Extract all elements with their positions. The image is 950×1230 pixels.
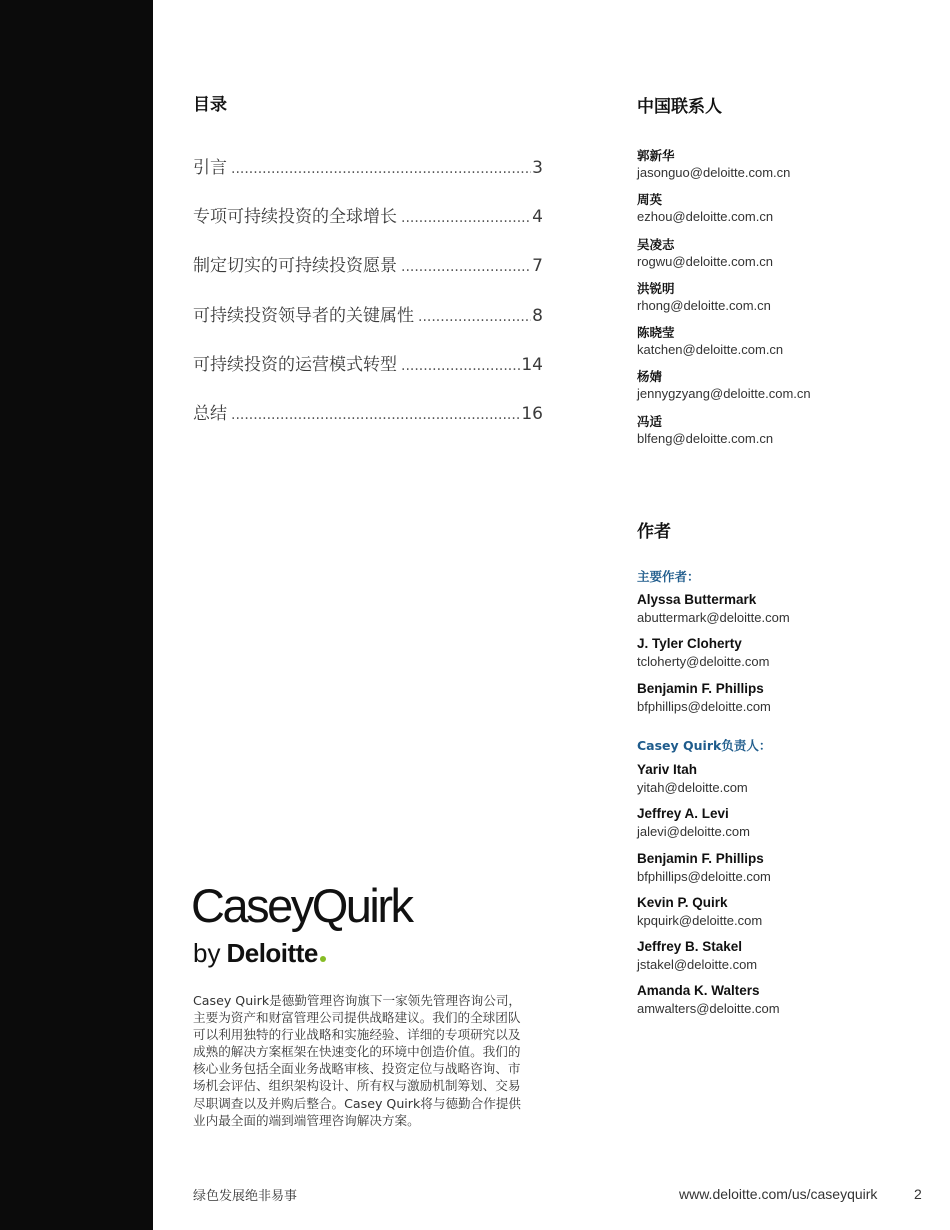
toc-item-page: 3 (532, 158, 543, 178)
author-name: Alyssa Buttermark (637, 592, 757, 607)
toc-item-label: 引言 (193, 158, 227, 178)
toc-item-label: 专项可持续投资的全球增长 (193, 207, 397, 228)
toc-item[interactable] (193, 301, 543, 350)
footer-url-link[interactable]: www.deloitte.com/us/caseyquirk (679, 1186, 878, 1202)
logo-by-text: by (193, 938, 221, 968)
toc-item[interactable] (193, 399, 543, 448)
contact-email[interactable]: rhong@deloitte.com.cn (637, 297, 771, 313)
toc-item-label: 总结 (193, 403, 227, 424)
contact-name: 洪锐明 (637, 280, 675, 296)
principal-name: Jeffrey A. Levi (637, 806, 729, 822)
principal-entry (637, 805, 937, 849)
principal-name: Yariv Itah (637, 762, 698, 777)
toc-item-label: 可持续投资的运营模式转型 (193, 354, 397, 375)
lead-authors-list (637, 591, 937, 724)
contact-entry (637, 191, 937, 235)
contact-entry (637, 280, 937, 324)
principal-email[interactable]: jstakel@deloitte.com (637, 957, 758, 973)
contact-name: 陈晓莹 (637, 325, 675, 341)
toc-item[interactable] (193, 202, 543, 251)
toc-item[interactable] (193, 350, 543, 399)
principal-email[interactable]: jalevi@deloitte.com (637, 824, 750, 840)
author-email[interactable]: tcloherty@deloitte.com (637, 654, 770, 670)
author-entry (637, 635, 937, 679)
author-email[interactable]: bfphillips@deloitte.com (637, 698, 771, 714)
contact-email[interactable]: jennygzyang@deloitte.com.cn (637, 386, 811, 402)
toc-list (193, 153, 543, 448)
contact-email[interactable]: katchen@deloitte.com.cn (637, 342, 784, 358)
left-black-bar (0, 0, 153, 1230)
contact-name: 杨婧 (637, 369, 663, 385)
principal-name: Kevin P. Quirk (637, 894, 728, 910)
author-name: Benjamin F. Phillips (637, 680, 764, 696)
logo-deloitte-text: Deloitte (226, 938, 318, 968)
by-deloitte-logo (193, 938, 326, 969)
footer-report-title: 绿色发展绝非易事 (193, 1189, 298, 1204)
toc-leader-dots (231, 161, 531, 177)
contact-name: 郭新华 (637, 148, 675, 163)
author-name: J. Tyler Cloherty (637, 636, 742, 652)
toc-item-page: 14 (521, 354, 543, 375)
principal-entry (637, 850, 937, 894)
page-number: 2 (914, 1186, 922, 1202)
principals-label: Casey Quirk负责人： (637, 738, 772, 753)
china-contacts-title: 中国联系人 (637, 97, 722, 117)
caseyquirk-logo: CaseyQuirk (191, 879, 412, 932)
toc-title: 目录 (193, 95, 227, 115)
principal-email[interactable]: kpquirk@deloitte.com (637, 912, 763, 928)
author-entry (637, 680, 937, 724)
deloitte-green-dot-icon (320, 956, 326, 962)
authors-title: 作者 (637, 522, 671, 542)
contact-entry (637, 324, 937, 368)
principal-email[interactable]: amwalters@deloitte.com (637, 1001, 780, 1017)
contact-entry (637, 236, 937, 280)
principal-entry (637, 938, 937, 982)
contact-email[interactable]: ezhou@deloitte.com.cn (637, 209, 774, 225)
toc-item[interactable] (193, 251, 543, 300)
principal-entry (637, 894, 937, 938)
contact-name: 冯适 (637, 413, 663, 429)
principal-entry (637, 761, 937, 805)
toc-leader-dots (401, 210, 531, 226)
principal-name: Benjamin F. Phillips (637, 850, 764, 866)
toc-leader-dots (418, 309, 531, 325)
principal-email[interactable]: yitah@deloitte.com (637, 780, 748, 795)
company-description: Casey Quirk是德勤管理咨询旗下一家领先管理咨询公司，主要为资产和财富管理公司提供战略建议。我们的全球团队可以利用独特的行业战略和实施经验、详细的专项研究以及成熟的解决方案框架在快速变化的环境中创造价值。我们的核心业务包括全面业务战略审核、投资定位与战略咨询、市场机会评估、组织架构设计、所有权与激励机制筹划、交易尽职调查以及并购后整合。Casey Quirk将与德勤合作提供业内最全面的端到端管理咨询解决方案。 (193, 993, 522, 1128)
toc-item-page: 4 (532, 207, 543, 228)
toc-leader-dots (401, 259, 531, 275)
toc-leader-dots (231, 407, 520, 423)
principals-list (637, 761, 937, 1027)
toc-item-label: 制定切实的可持续投资愿景 (193, 256, 397, 277)
toc-item[interactable] (193, 153, 543, 202)
toc-leader-dots (401, 358, 520, 374)
principal-name: Amanda K. Walters (637, 983, 760, 999)
lead-authors-label: 主要作者： (637, 569, 700, 584)
toc-item-page: 16 (521, 403, 543, 424)
contact-entry (637, 368, 937, 412)
contact-email[interactable]: blfeng@deloitte.com.cn (637, 430, 774, 446)
toc-item-page: 7 (532, 256, 543, 277)
principal-entry (637, 982, 937, 1026)
contact-entry (637, 413, 937, 457)
toc-item-label: 可持续投资领导者的关键属性 (193, 305, 414, 326)
principal-name: Jeffrey B. Stakel (637, 939, 743, 955)
toc-item-page: 8 (532, 305, 543, 326)
contact-entry (637, 147, 937, 191)
contact-email[interactable]: rogwu@deloitte.com.cn (637, 253, 774, 269)
author-email[interactable]: abuttermark@deloitte.com (637, 610, 790, 625)
contact-email[interactable]: jasonguo@deloitte.com.cn (637, 165, 791, 180)
contact-name: 周英 (637, 192, 663, 208)
author-entry (637, 591, 937, 635)
china-contacts-list (637, 147, 937, 457)
contact-name: 吴凌志 (637, 236, 675, 252)
principal-email[interactable]: bfphillips@deloitte.com (637, 868, 771, 884)
